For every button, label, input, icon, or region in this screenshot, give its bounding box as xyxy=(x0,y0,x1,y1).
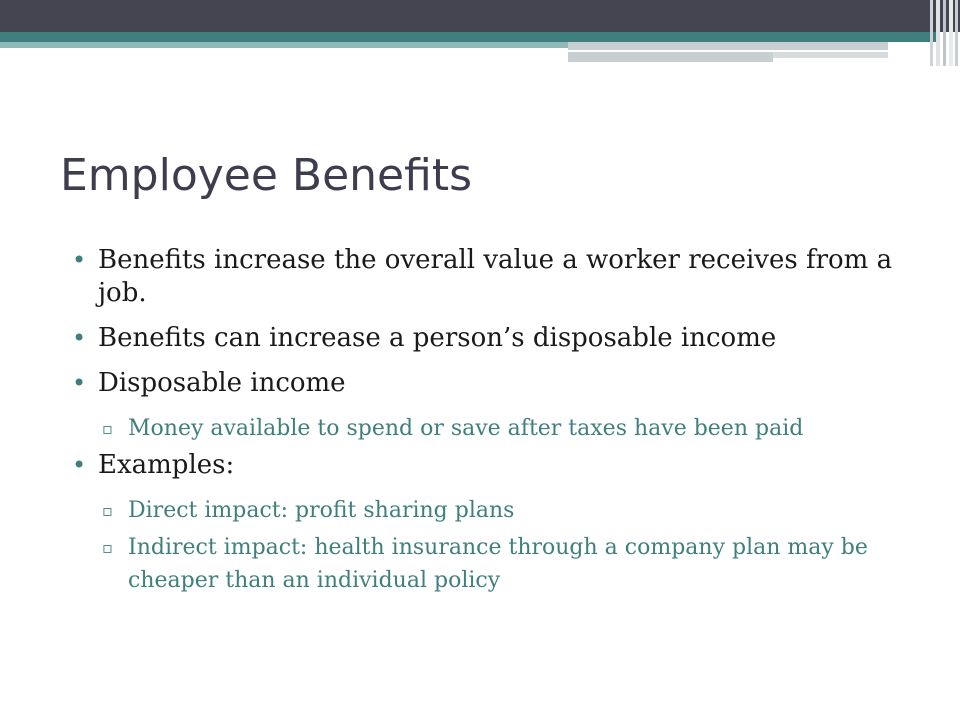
sub-bullet-text: Direct impact: profit sharing plans xyxy=(128,498,515,523)
sub-bullet-marker: ▫ xyxy=(102,538,113,557)
sub-bullet-text: Money available to spend or save after taxes have been paid xyxy=(128,416,804,441)
bullet-text: Benefits increase the overall value a worker receives from a job. xyxy=(98,245,893,308)
sub-bullet-item xyxy=(102,531,912,597)
bullet-item xyxy=(72,367,912,400)
sub-bullet-marker: ▫ xyxy=(102,501,113,520)
header-band-gray xyxy=(568,42,888,50)
header-vertical-stripe xyxy=(955,0,958,66)
header-vertical-stripe xyxy=(943,0,946,66)
sub-bullet-item xyxy=(102,412,912,445)
header-band-gray-lower xyxy=(568,52,773,62)
bullet-list xyxy=(72,244,912,601)
bullet-marker: • xyxy=(72,369,87,397)
bullet-text: Examples: xyxy=(98,450,235,480)
header-band-gray-short xyxy=(773,52,888,58)
bullet-item xyxy=(72,449,912,482)
bullet-text: Disposable income xyxy=(98,368,346,398)
bullet-marker: • xyxy=(72,324,87,352)
bullet-marker: • xyxy=(72,246,87,274)
bullet-item xyxy=(72,244,912,310)
header-vertical-stripe xyxy=(930,0,933,66)
sub-bullet-marker: ▫ xyxy=(102,419,113,438)
bullet-text: Benefits can increase a person’s disposable income xyxy=(98,323,777,353)
sub-bullet-text: Indirect impact: health insurance through a company plan may be cheaper than an individual policy xyxy=(128,535,868,593)
header-vertical-stripe xyxy=(949,0,953,66)
header-vertical-stripe xyxy=(936,0,940,66)
bullet-item xyxy=(72,322,912,355)
sub-bullet-item xyxy=(102,494,912,527)
slide-title: Employee Benefits xyxy=(60,150,473,201)
header-band-teal xyxy=(0,32,940,42)
bullet-marker: • xyxy=(72,451,87,479)
header-band-dark xyxy=(0,0,960,32)
header-band-teal-light xyxy=(0,42,568,48)
